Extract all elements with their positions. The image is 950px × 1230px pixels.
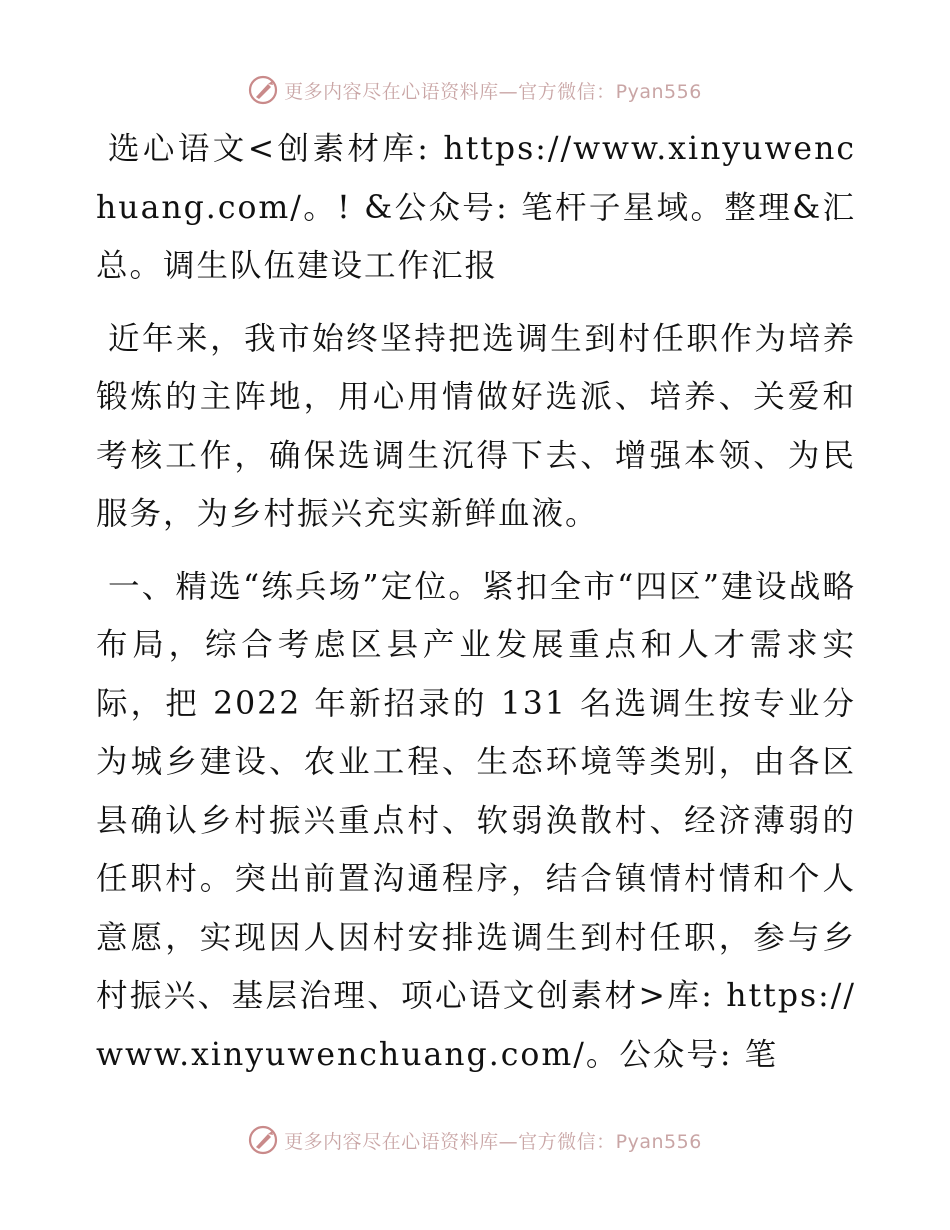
document-body bbox=[96, 120, 856, 1084]
quill-pen-logo-icon bbox=[248, 75, 278, 105]
header-watermark-banner bbox=[0, 70, 950, 110]
footer-watermark-text: 更多内容尽在心语资料库—官方微信：Pyan556 bbox=[284, 1130, 702, 1153]
paragraph-intro: 近年来，我市始终坚持把选调生到村任职作为培养锻炼的主阵地，用心用情做好选派、培养、关爱和考核工作，确保选调生沉得下去、增强本领、为民服务，为乡村振兴充实新鲜血液。 bbox=[96, 320, 856, 532]
paragraph-section-one: 一、精选“练兵场”定位。紧扣全市“四区”建设战略布局，综合考虑区县产业发展重点和人才需求实际，把 2022 年新招录的 131 名选调生按专业分为城乡建设、农业工程、生态环境等类别，由各区县确认乡村振兴重点村、软弱涣散村、经济薄弱的任职村。突出前置沟通程序，结合镇情村情和个人意愿，实现因人因村安排选调生到村任职，参与乡村振兴、基层治理、项心语文创素材>库: https://www.xinyuwenchuang.com/。公众号: 笔 bbox=[96, 568, 856, 1073]
paragraph-title: 选心语文<创素材库: https://www.xinyuwenchuang.com/。! &公众号: 笔杆子星域。整理&汇总。调生队伍建设工作汇报 bbox=[96, 131, 856, 284]
header-watermark-text: 更多内容尽在心语资料库—官方微信：Pyan556 bbox=[284, 80, 702, 103]
quill-pen-logo-icon bbox=[248, 1125, 278, 1155]
footer-watermark-banner bbox=[0, 1120, 950, 1160]
